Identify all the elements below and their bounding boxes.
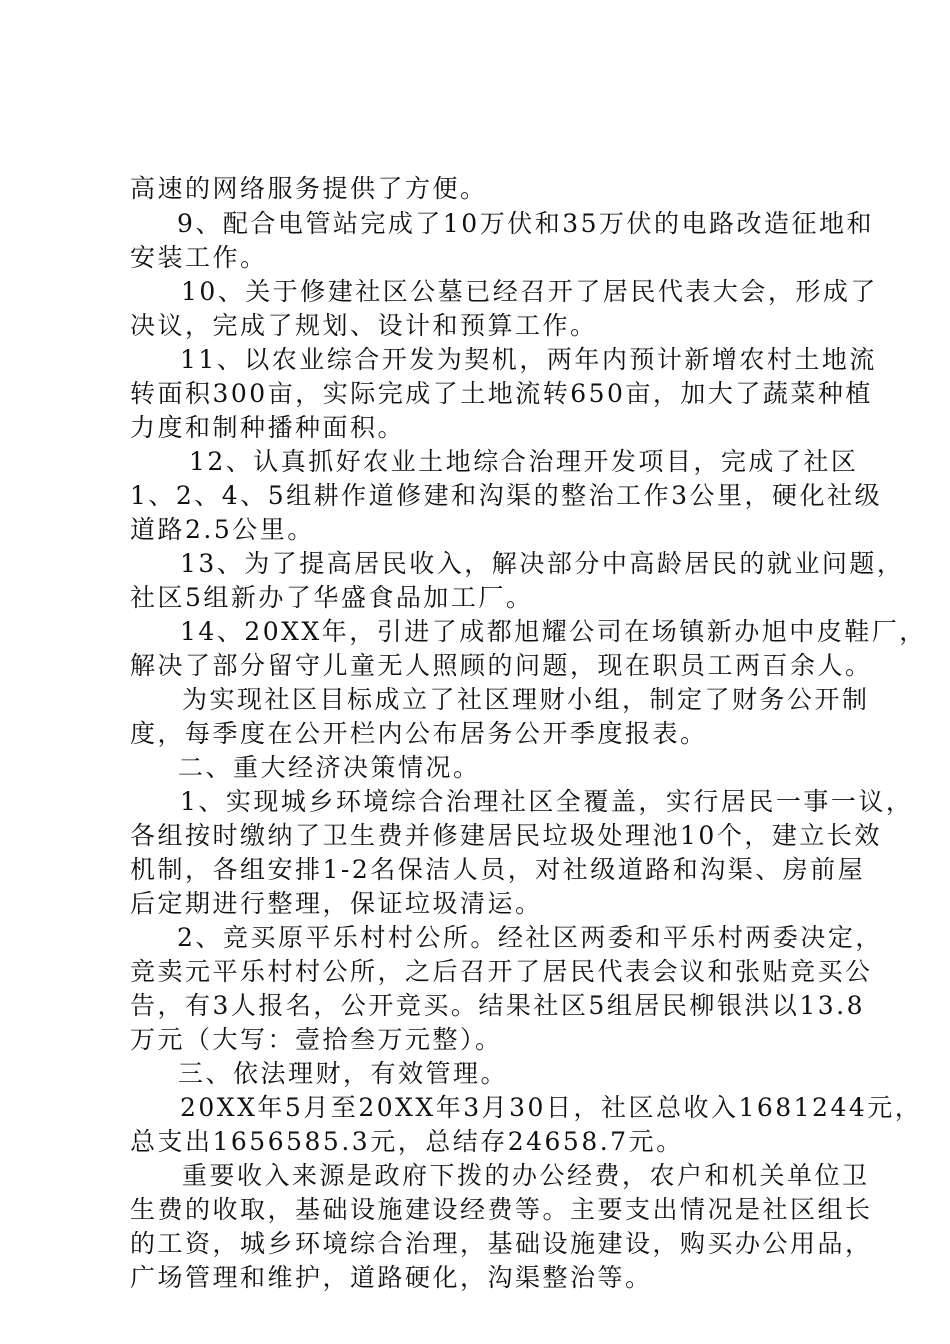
text-line: 14、20XX年，引进了成都旭耀公司在场镇新办旭中皮鞋厂， [180,617,927,646]
section-heading: 三、依法理财，有效管理。 [178,1059,509,1088]
text-line: 决议，完成了规划、设计和预算工作。 [130,311,598,340]
text-line: 竞卖元平乐村村公所，之后召开了居民代表会议和张贴竞买公 [130,957,873,986]
text-line: 10、关于修建社区公墓已经召开了居民代表大会，形成了 [181,277,878,306]
text-line: 13、为了提高居民收入，解决部分中高龄居民的就业问题， [180,549,905,578]
text-line: 1、实现城乡环境综合治理社区全覆盖，实行居民一事一议， [180,787,914,816]
text-line: 各组按时缴纳了卫生费并修建居民垃圾处理池10个，建立长效 [130,821,882,850]
text-line: 2、竞买原平乐村村公所。经社区两委和平乐村两委决定， [177,923,883,952]
text-line: 重要收入来源是政府下拨的办公经费，农户和机关单位卫 [182,1161,870,1190]
text-line: 告，有3人报名，公开竞买。结果社区5组居民柳银洪以13.8 [130,991,865,1020]
text-line: 的工资，城乡环境综合治理，基础设施建设，购买办公用品， [130,1229,873,1258]
text-line: 1、2、4、5组耕作道修建和沟渠的整治工作3公里，硬化社级 [130,481,883,510]
text-line: 广场管理和维护，道路硬化，沟渠整治等。 [130,1263,653,1292]
text-line: 力度和制种播种面积。 [130,413,406,442]
text-line: 生费的收取，基础设施建设经费等。主要支出情况是社区组长 [130,1195,873,1224]
text-line: 20XX年5月至20XX年3月30日，社区总收入1681244元， [180,1093,923,1122]
text-line: 11、以农业综合开发为契机，两年内预计新增农村土地流 [180,345,877,374]
text-line: 为实现社区目标成立了社区理财小组，制定了财务公开制 [182,685,870,714]
text-line: 转面积300亩，实际完成了土地流转650亩，加大了蔬菜种植 [130,379,873,408]
text-line: 社区5组新办了华盛食品加工厂。 [130,583,534,612]
text-line: 万元（大写：壹拾叁万元整）。 [130,1025,503,1054]
text-line: 9、配合电管站完成了10万伏和35万伏的电路改造征地和 [177,209,875,238]
text-line: 12、认真抓好农业土地综合治理开发项目，完成了社区 [189,447,859,476]
section-heading: 二、重大经济决策情况。 [178,753,481,782]
text-line: 后定期进行整理，保证垃圾清运。 [130,889,543,918]
text-line: 道路2.5公里。 [130,515,315,544]
text-line: 总支出1656585.3元，总结存24658.7元。 [130,1127,684,1156]
text-line: 度，每季度在公开栏内公布居务公开季度报表。 [130,719,708,748]
text-line: 高速的网络服务提供了方便。 [130,174,488,203]
text-line: 机制，各组安排1-2名保洁人员，对社级道路和沟渠、房前屋 [130,855,866,884]
text-line: 解决了部分留守儿童无人照顾的问题，现在职员工两百余人。 [130,651,873,680]
text-line: 安装工作。 [130,243,268,272]
